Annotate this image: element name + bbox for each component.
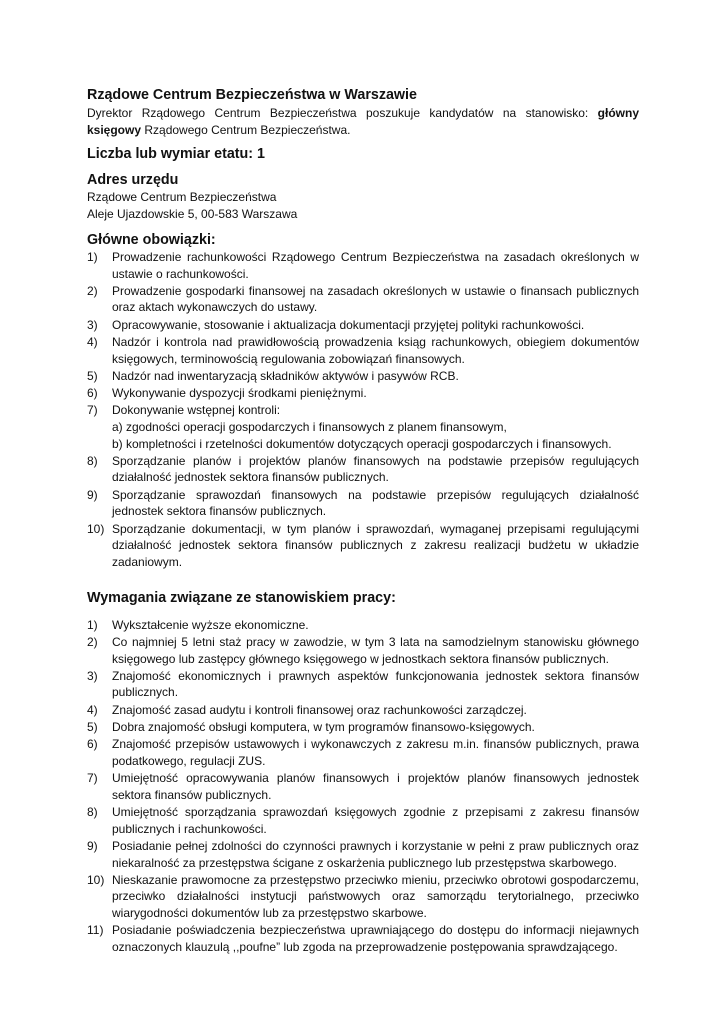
duty-item: [87, 334, 639, 367]
duties-heading: Główne obowiązki:: [87, 231, 216, 248]
item-number: 2): [87, 283, 98, 298]
duty-item: [87, 249, 639, 282]
requirement-item: [87, 922, 639, 955]
item-text: Sporządzanie planów i projektów planów finansowych na podstawie przepisów regulujących działalność jednostek sektora finansów publicznych.: [112, 453, 639, 485]
subitem-label: a): [112, 419, 123, 434]
duty-sublist: [112, 419, 639, 452]
item-text: Nieskazanie prawomocne za przestępstwo przeciwko mieniu, przeciwko obrotowi gospodarczemu, przeciwko działalności instytucji państwowych oraz samorządu terytorialnego, przeciwko wiarygodności dokumentów lub za przestępstwo skarbowe.: [112, 872, 639, 921]
address-line-2: Aleje Ujazdowskie 5, 00-583 Warszawa: [87, 207, 298, 222]
item-number: 6): [87, 737, 98, 752]
item-number: 4): [87, 334, 98, 349]
requirements-list: [87, 617, 639, 956]
duty-item: [87, 368, 639, 385]
item-number: 9): [87, 838, 98, 853]
requirement-item: [87, 770, 639, 803]
item-text: Opracowywanie, stosowanie i aktualizacja dokumentacji przyjętej polityki rachunkowości.: [112, 317, 585, 332]
requirement-item: [87, 702, 639, 719]
item-number: 1): [87, 617, 98, 632]
requirement-item: [87, 634, 639, 667]
duty-item: [87, 521, 639, 571]
address-line-1: Rządowe Centrum Bezpieczeństwa: [87, 190, 277, 205]
item-text: Znajomość przepisów ustawowych i wykonawczych z zakresu m.in. finansów publicznych, prawa podatkowego, regulacji ZUS.: [112, 737, 639, 768]
item-number: 5): [87, 368, 98, 383]
document-title: Rządowe Centrum Bezpieczeństwa w Warszawie: [87, 87, 417, 103]
subitem-text: kompletności i rzetelności dokumentów dotyczących operacji gospodarczych i finansowych.: [126, 436, 612, 451]
requirement-item: [87, 617, 639, 634]
item-number: 7): [87, 771, 98, 785]
item-number: 3): [87, 317, 98, 332]
item-text: Posiadanie poświadczenia bezpieczeństwa uprawniającego do dostępu do informacji niejawnych oznaczonych klauzulą ,,poufne” lub zgoda na przeprowadzenie postępowania sprawdzającego.: [112, 923, 639, 955]
duty-subitem: [112, 419, 639, 436]
intro-paragraph: [87, 105, 639, 138]
item-text: Umiejętność opracowywania planów finansowych i projektów planów finansowych jednostek sektora finansów publicznych.: [112, 771, 639, 802]
item-text: Wykonywanie dyspozycji środkami pieniężnymi.: [112, 385, 367, 400]
position-name: główny księgowy: [87, 106, 639, 137]
item-text: Znajomość ekonomicznych i prawnych aspektów funkcjonowania jednostek sektora finansów publicznych.: [112, 668, 639, 700]
item-number: 11): [87, 923, 104, 938]
item-text: Znajomość zasad audytu i kontroli finansowej oraz rachunkowości zarządczej.: [112, 702, 527, 717]
requirement-item: [87, 804, 639, 837]
requirement-item: [87, 668, 639, 701]
item-text: Nadzór i kontrola nad prawidłowością prowadzenia ksiąg rachunkowych, obiegiem dokumentów księgowych, terminowością regulowania zobowiązań finansowych.: [112, 334, 639, 366]
duty-item: [87, 453, 639, 486]
item-number: 8): [87, 804, 98, 819]
duty-subitem: [112, 436, 639, 453]
item-number: 6): [87, 385, 98, 400]
requirement-item: [87, 872, 639, 922]
requirement-item: [87, 838, 639, 871]
item-text: Sporządzanie sprawozdań finansowych na podstawie przepisów regulujących działalność jednostek sektora finansów publicznych.: [112, 487, 639, 519]
item-number: 9): [87, 487, 98, 502]
duty-item: [87, 317, 639, 334]
item-number: 5): [87, 719, 98, 734]
intro-text: Dyrektor Rządowego Centrum Bezpieczeństwa poszukuje kandydatów na stanowisko:: [87, 106, 598, 120]
item-number: 7): [87, 403, 98, 418]
duty-item: [87, 402, 639, 452]
requirement-item: [87, 736, 639, 769]
item-number: 4): [87, 702, 98, 717]
intro-text-end: Rządowego Centrum Bezpieczeństwa.: [141, 122, 351, 137]
item-text: Prowadzenie gospodarki finansowej na zasadach określonych w ustawie o finansach publicznych oraz aktach wykonawczych do ustawy.: [112, 283, 639, 315]
requirement-item: [87, 719, 639, 736]
item-number: 10): [87, 521, 105, 536]
item-text: Dokonywanie wstępnej kontroli:: [112, 403, 281, 418]
item-number: 2): [87, 634, 98, 649]
subitem-text: zgodności operacji gospodarczych i finansowych z planem finansowym,: [126, 419, 507, 434]
duty-item: [87, 283, 639, 316]
item-text: Prowadzenie rachunkowości Rządowego Centrum Bezpieczeństwa na zasadach określonych w ustawie o rachunkowości.: [112, 249, 639, 281]
item-text: Dobra znajomość obsługi komputera, w tym programów finansowo-księgowych.: [112, 719, 535, 734]
etat-heading: Liczba lub wymiar etatu: 1: [87, 146, 265, 163]
item-number: 8): [87, 453, 98, 468]
item-number: 10): [87, 872, 105, 887]
duty-item: [87, 385, 639, 402]
item-text: Posiadanie pełnej zdolności do czynności prawnych i korzystanie w pełni z praw publicznych oraz niekaralność za przestępstwa ścigane z oskarżenia publicznego lub przestępstwa skarbowego.: [112, 838, 639, 870]
subitem-label: b): [112, 436, 123, 451]
item-text: Umiejętność sporządzania sprawozdań księgowych zgodnie z przepisami z zakresu finansów publicznych i rachunkowości.: [112, 804, 639, 836]
item-text: Co najmniej 5 letni staż pracy w zawodzie, w tym 3 lata na samodzielnym stanowisku głównego księgowego lub zastępcy głównego księgowego w jednostkach sektora finansów publicznych.: [112, 634, 639, 666]
item-text: Sporządzanie dokumentacji, w tym planów i sprawozdań, wymaganej przepisami regulującymi działalność jednostek sektora finansów publicznych z zakresu realizacji budżetu w układzie zadaniowym.: [112, 521, 639, 569]
address-heading: Adres urzędu: [87, 172, 179, 189]
document-page: [87, 86, 639, 956]
item-number: 1): [87, 249, 98, 264]
duty-item: [87, 487, 639, 520]
item-text: Nadzór nad inwentaryzacją składników aktywów i pasywów RCB.: [112, 368, 459, 383]
item-text: Wykształcenie wyższe ekonomiczne.: [112, 617, 309, 632]
requirements-heading: Wymagania związane ze stanowiskiem pracy:: [87, 589, 396, 606]
item-number: 3): [87, 668, 98, 683]
duties-list: [87, 249, 639, 571]
